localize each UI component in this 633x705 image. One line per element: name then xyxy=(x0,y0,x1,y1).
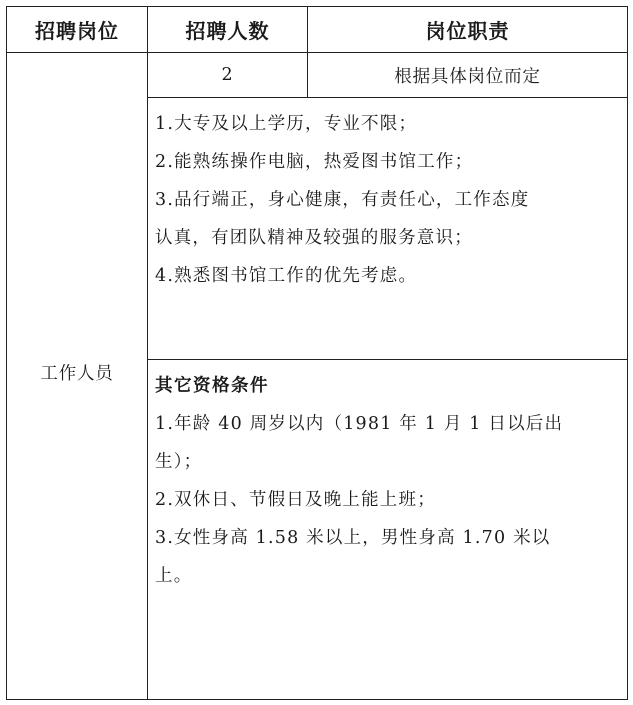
requirements-block xyxy=(155,105,627,295)
requirement-line: 1.大专及以上学历，专业不限； xyxy=(155,114,418,134)
header-position: 招聘岗位 xyxy=(35,19,119,43)
other-qualification-line: 上。 xyxy=(155,566,193,586)
other-qualifications-block xyxy=(155,367,627,595)
other-qualification-line: 1.年龄 40 周岁以内（1981 年 1 月 1 日以后出 xyxy=(155,414,564,434)
row-headcount: 2 xyxy=(221,65,234,85)
requirement-line: 认真，有团队精神及较强的服务意识； xyxy=(155,228,473,248)
row-position: 工作人员 xyxy=(40,363,114,384)
requirement-line: 4.熟悉图书馆工作的优先考虑。 xyxy=(155,266,418,286)
other-qualification-line: 生）； xyxy=(155,452,203,472)
other-qualification-line: 2.双休日、节假日及晚上能上班； xyxy=(155,490,436,510)
other-qualification-line: 3.女性身高 1.58 米以上，男性身高 1.70 米以 xyxy=(155,528,551,548)
other-qualifications-title: 其它资格条件 xyxy=(155,376,269,396)
col-divider-1 xyxy=(147,7,148,699)
header-duties: 岗位职责 xyxy=(425,19,510,43)
header-headcount: 招聘人数 xyxy=(185,19,270,43)
requirement-line: 2.能熟练操作电脑，热爱图书馆工作； xyxy=(155,152,474,172)
requirement-line: 3.品行端正，身心健康，有责任心，工作态度 xyxy=(155,190,530,210)
requirements-bottom-line xyxy=(147,359,627,360)
headcount-row-bottom-line xyxy=(147,97,627,98)
recruitment-table xyxy=(6,6,628,700)
row-duties: 根据具体岗位而定 xyxy=(394,66,541,87)
